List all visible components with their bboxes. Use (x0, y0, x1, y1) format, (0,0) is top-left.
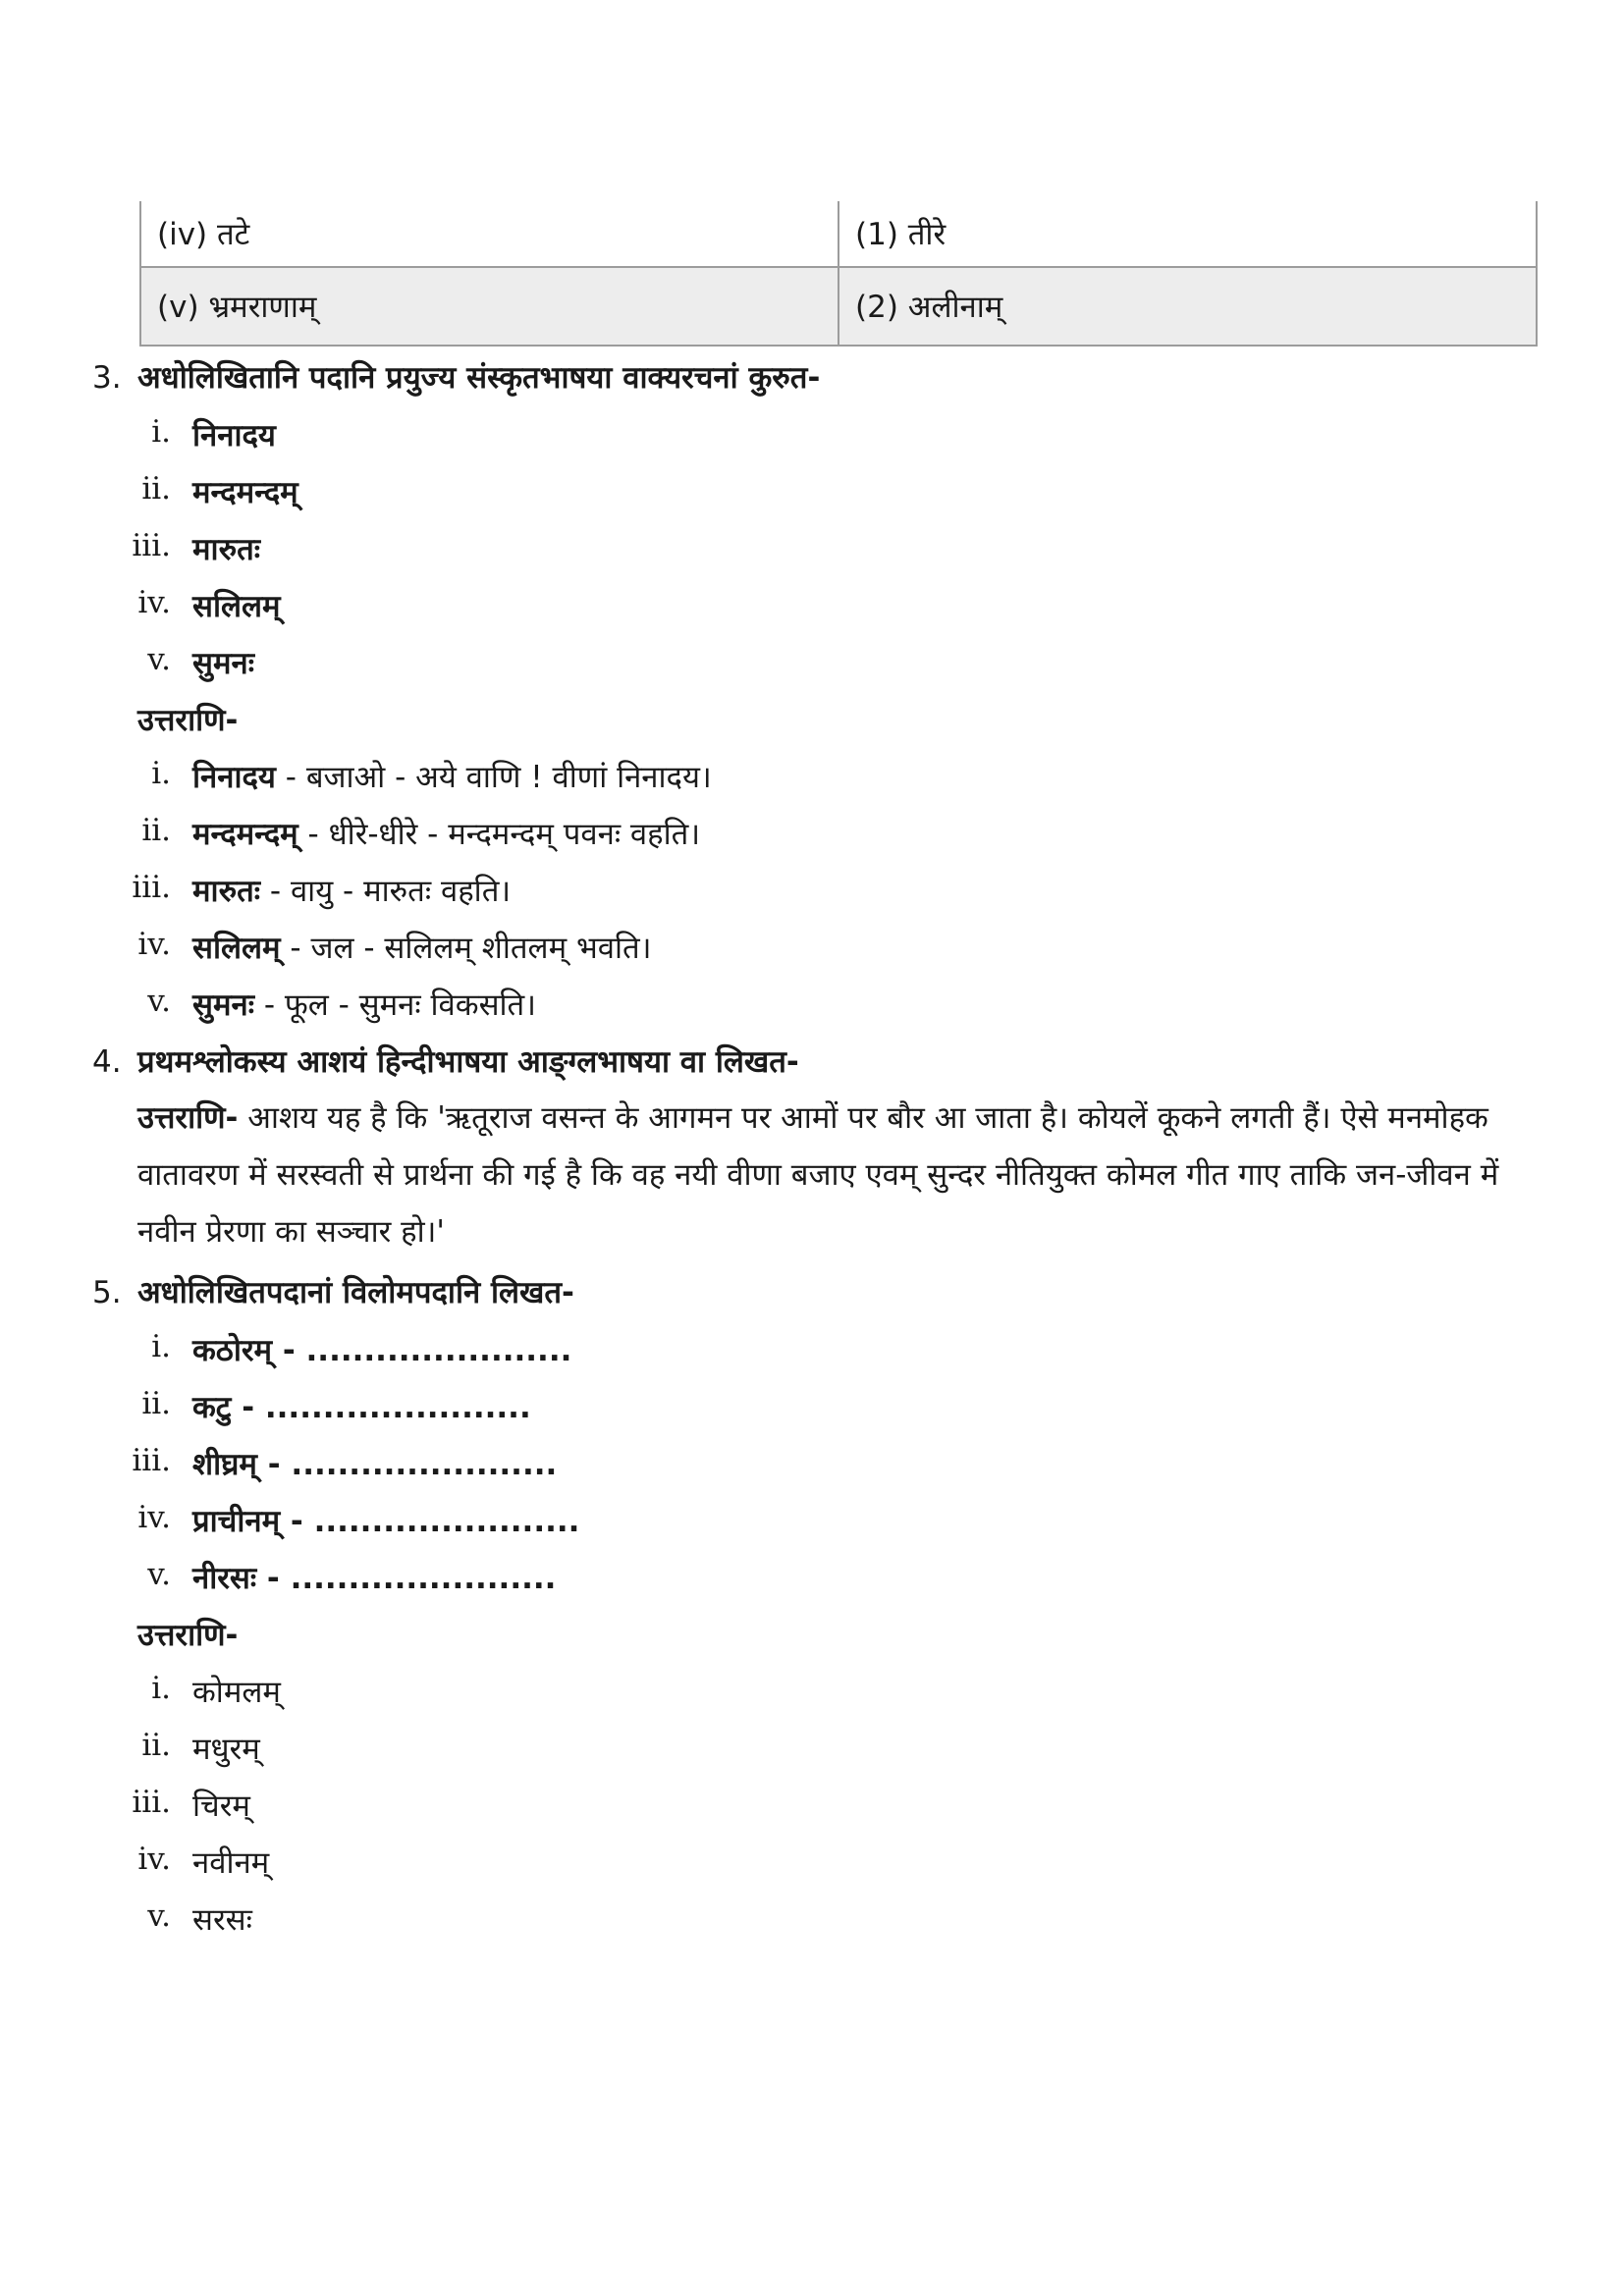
answer-text: आशय यह है कि 'ऋतूराज वसन्त के आगमन पर आमों पर बौर आ जाता है। कोयलें कूकने लगती हैं। ऐसे मनमोहक वातावरण में सरस्वती से प्रार्थना की गई है कि वह नयी वीणा बजाए एवम् सुन्दर नीतियुक्त कोमल गीत गाए ताकि जन-जीवन में नवीन प्रेरणा का सञ्चार हो।' (137, 1100, 1499, 1250)
list-word: शीघ्रम् - ....................... (192, 1447, 558, 1482)
table-row (140, 267, 1537, 346)
answer-text: सरसः (192, 1902, 252, 1938)
table-row (140, 201, 1537, 267)
list-number: ii. (141, 813, 171, 848)
list-word: कटु - ....................... (192, 1390, 531, 1425)
list-number: iii. (132, 870, 171, 905)
table-cell: (1) तीरे (839, 201, 1537, 267)
answer-text: - धीरे-धीरे - मन्दमन्दम् पवनः वहति। (298, 817, 701, 852)
answer-paragraph (137, 1090, 1532, 1260)
answer-text: - बजाओ - अये वाणि ! वीणां निनादय। (275, 760, 712, 795)
list-number: iv. (137, 1500, 171, 1535)
answer-text: - फूल - सुमनः विकसति। (253, 988, 536, 1023)
answer-word: सुमनः (192, 988, 254, 1023)
answer-word: सलिलम् (192, 931, 281, 966)
question-3-heading (92, 356, 820, 398)
question-number: 3. (92, 360, 122, 396)
question-number: 4. (92, 1044, 122, 1080)
question-5-heading (92, 1271, 574, 1312)
answer-word: निनादय (192, 760, 276, 795)
answer-text: - जल - सलिलम् शीतलम् भवति। (280, 931, 652, 966)
list-word: नीरसः - ....................... (192, 1561, 557, 1596)
list-number: iv. (137, 585, 171, 620)
list-number: v. (147, 642, 171, 677)
list-number: i. (151, 1329, 171, 1364)
list-number: iii. (132, 1443, 171, 1478)
question-title: अधोलिखितपदानां विलोमपदानि लिखत- (137, 1275, 574, 1310)
list-number: v. (147, 984, 171, 1019)
question-title: अधोलिखितानि पदानि प्रयुज्य संस्कृतभाषया वाक्यरचनां कुरुत- (137, 360, 821, 396)
list-word: सुमनः (192, 646, 254, 681)
list-number: iii. (132, 1785, 171, 1820)
list-word: प्राचीनम् - ....................... (192, 1504, 580, 1539)
list-number: i. (151, 1671, 171, 1706)
list-number: ii. (141, 471, 171, 507)
list-number: iv. (137, 1842, 171, 1877)
answer-text: मधुरम् (192, 1732, 260, 1767)
table-cell: (2) अलीनाम् (839, 267, 1537, 346)
list-number: v. (147, 1898, 171, 1934)
answer-text: चिरम् (192, 1789, 250, 1824)
answers-label: उत्तराणि- (137, 1618, 239, 1653)
question-number: 5. (92, 1275, 122, 1310)
list-word: सलिलम् (192, 589, 281, 624)
table-cell: (v) भ्रमराणाम् (140, 267, 839, 346)
list-number: v. (147, 1557, 171, 1592)
answers-label: उत्तराणि- (137, 703, 239, 738)
match-table (139, 201, 1538, 347)
question-title: प्रथमश्लोकस्य आशयं हिन्दीभाषया आङ्ग्लभाषया वा लिखत- (137, 1044, 799, 1080)
answer-text: - वायु - मारुतः वहति। (260, 874, 512, 909)
list-word: निनादय (192, 418, 276, 454)
list-word: मारुतः (192, 532, 261, 567)
list-number: ii. (141, 1728, 171, 1763)
answer-word: मन्दमन्दम् (192, 817, 298, 852)
answers-label: उत्तराणि- (137, 1100, 239, 1136)
question-4-heading (92, 1041, 799, 1082)
answer-text: नवीनम् (192, 1845, 270, 1881)
list-word: कठोरम् - ....................... (192, 1333, 572, 1368)
table-cell: (iv) तटे (140, 201, 839, 267)
list-number: iv. (137, 927, 171, 962)
answer-word: मारुतः (192, 874, 261, 909)
list-number: i. (151, 756, 171, 791)
list-number: i. (151, 414, 171, 450)
answer-text: कोमलम् (192, 1675, 281, 1710)
list-number: iii. (132, 528, 171, 563)
list-number: ii. (141, 1386, 171, 1421)
list-word: मन्दमन्दम् (192, 475, 298, 510)
